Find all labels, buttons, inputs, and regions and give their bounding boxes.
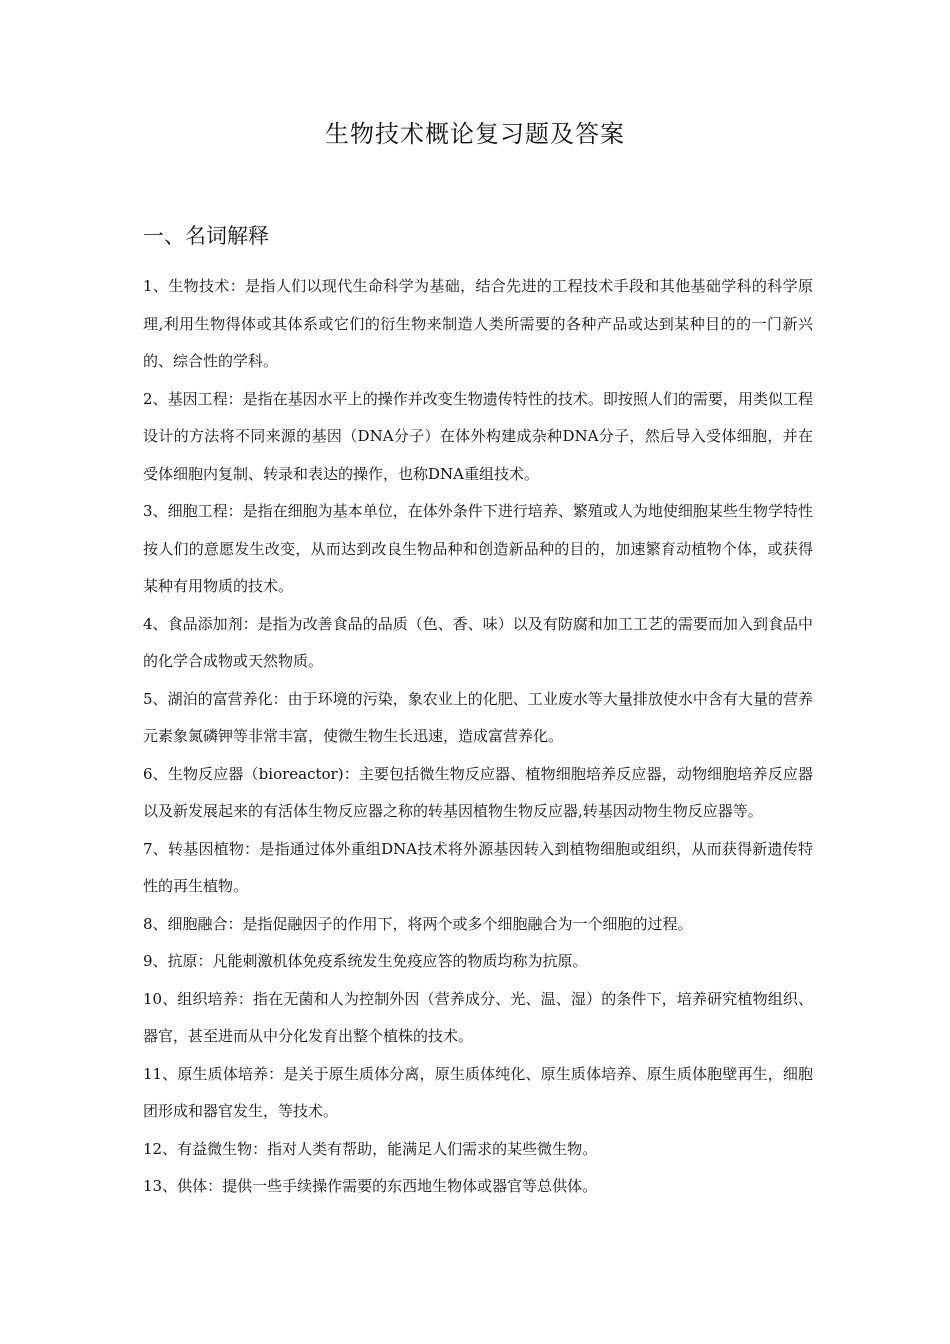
document-title: 生物技术概论复习题及答案: [325, 120, 625, 148]
definition-list: [143, 268, 813, 1206]
definition-entry: 11、原生质体培养：是关于原生质体分离，原生质体纯化、原生质体培养、原生质体胞壁再生，细胞团形成和器官发生，等技术。: [143, 1064, 813, 1120]
definition-entry: 7、转基因植物：是指通过体外重组DNA技术将外源基因转入到植物细胞或组织，从而获得新遗传特性的再生植物。: [143, 839, 813, 895]
section-heading: 一、名词解释: [143, 224, 269, 248]
definition-entry: 2、基因工程：是指在基因水平上的操作并改变生物遗传特性的技术。即按照人们的需要，用类似工程设计的方法将不同来源的基因（DNA分子）在体外构建成杂种DNA分子，然后导入受体细胞，并在受体细胞内复制、转录和表达的操作，也称DNA重组技术。: [143, 389, 813, 483]
definition-entry: 6、生物反应器（bioreactor)：主要包括微生物反应器、植物细胞培养反应器，动物细胞培养反应器以及新发展起来的有活体生物反应器之称的转基因植物生物反应器,转基因动物生物反应器等。: [143, 764, 813, 820]
definition-entry: 9、抗原：凡能刺激机体免疫系统发生免疫应答的物质均称为抗原。: [143, 952, 588, 970]
definition-entry: 12、有益微生物：指对人类有帮助，能满足人们需求的某些微生物。: [143, 1139, 598, 1158]
definition-entry: 4、食品添加剂：是指为改善食品的品质（色、香、味）以及有防腐和加工工艺的需要而加入到食品中的化学合成物或天然物质。: [143, 614, 813, 670]
definition-entry: 13、供体：提供一些手续操作需要的东西地生物体或器官等总供体。: [143, 1177, 598, 1195]
definition-entry: 1、生物技术：是指人们以现代生命科学为基础，结合先进的工程技术手段和其他基础学科的科学原理,利用生物得体或其体系或它们的衍生物来制造人类所需要的各种产品或达到某种目的的一门新兴的、综合性的学科。: [143, 277, 813, 370]
definition-entry: 3、细胞工程：是指在细胞为基本单位，在体外条件下进行培养、繁殖或人为地使细胞某些生物学特性按人们的意愿发生改变，从而达到改良生物品种和创造新品种的目的，加速繁育动植物个体，或获得某种有用物质的技术。: [143, 502, 813, 595]
definition-entry: 5、湖泊的富营养化：由于环境的污染，象农业上的化肥、工业废水等大量排放使水中含有大量的营养元素象氮磷钾等非常丰富，使微生物生长迅速，造成富营养化。: [143, 689, 813, 745]
definition-entry: 10、组织培养：指在无菌和人为控制外因（营养成分、光、温、湿）的条件下，培养研究植物组织、器官，甚至进而从中分化发育出整个植株的技术。: [143, 989, 813, 1045]
definition-entry: 8、细胞融合：是指促融因子的作用下，将两个或多个细胞融合为一个细胞的过程。: [143, 914, 693, 933]
